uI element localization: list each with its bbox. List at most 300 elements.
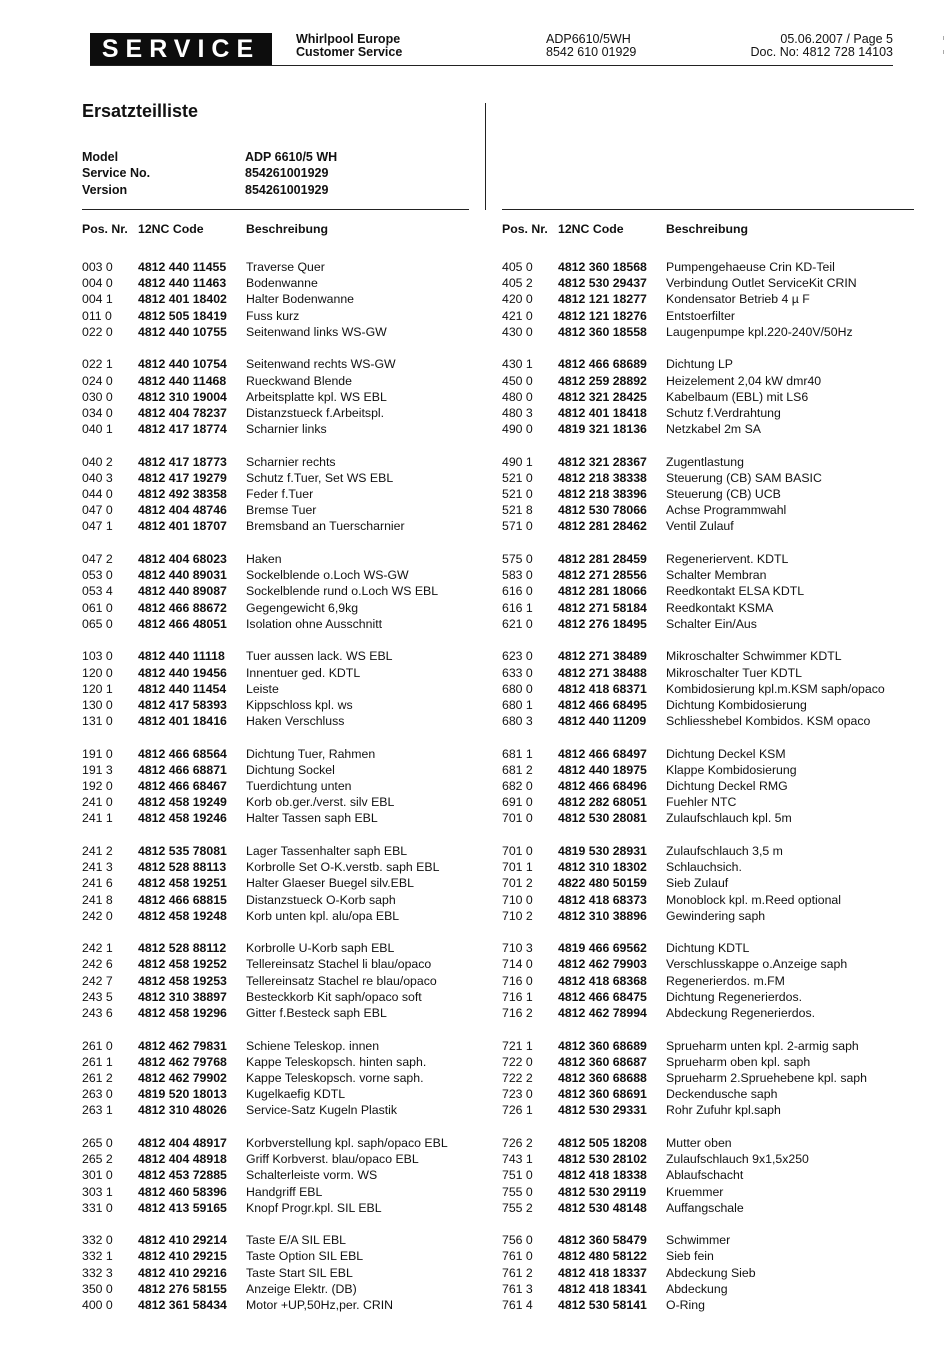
part-position: 053 4 xyxy=(82,584,113,599)
part-position: 755 0 xyxy=(502,1184,533,1199)
part-position: 061 0 xyxy=(82,600,113,615)
part-position: 241 6 xyxy=(82,876,113,891)
table-row xyxy=(502,518,922,534)
part-code: 4812 458 19249 xyxy=(138,795,227,810)
part-description: Kombidosierung kpl.m.KSM saph/opaco xyxy=(666,681,885,696)
table-row xyxy=(502,1167,922,1183)
part-code: 4812 462 79903 xyxy=(558,957,647,972)
meta-block xyxy=(82,149,337,198)
part-description: Schutz f.Tuer, Set WS EBL xyxy=(246,470,394,485)
table-row xyxy=(82,746,482,762)
col-pos-header: Pos. Nr. xyxy=(502,222,548,236)
part-position: 332 3 xyxy=(82,1265,113,1280)
table-row xyxy=(82,389,482,405)
part-code: 4812 458 19252 xyxy=(138,957,227,972)
part-code: 4812 404 48918 xyxy=(138,1152,227,1167)
part-description: Seitenwand rechts WS-GW xyxy=(246,357,396,372)
part-code: 4812 466 68496 xyxy=(558,779,647,794)
part-code: 4812 271 58184 xyxy=(558,600,647,615)
table-row xyxy=(82,1151,482,1167)
company-line2: Customer Service xyxy=(296,45,403,59)
part-code: 4812 462 79902 xyxy=(138,1071,227,1085)
company-line1: Whirlpool Europe xyxy=(296,32,401,46)
table-row xyxy=(82,405,482,421)
part-position: 761 0 xyxy=(502,1249,533,1264)
part-description: Schalterleiste vorm. WS xyxy=(246,1168,378,1183)
table-row xyxy=(502,1281,922,1297)
part-description: Sprueharm oben kpl. saph xyxy=(666,1054,811,1069)
margin-mark xyxy=(943,50,944,54)
part-description: Dichtung Deckel RMG xyxy=(666,779,788,794)
part-position: 040 3 xyxy=(82,470,113,485)
part-code: 4812 360 58479 xyxy=(558,1233,647,1248)
part-position: 400 0 xyxy=(82,1298,113,1313)
part-description: Kabelbaum (EBL) mit LS6 xyxy=(666,389,809,404)
part-description: Mikroschalter Tuer KDTL xyxy=(666,665,802,680)
part-description: Dichtung Regenerierdos. xyxy=(666,989,803,1004)
part-code: 4812 218 38338 xyxy=(558,470,647,485)
table-row xyxy=(82,989,482,1005)
table-row xyxy=(502,421,922,437)
col-code-header: 12NC Code xyxy=(558,222,624,236)
part-description: Dichtung Kombidosierung xyxy=(666,697,807,712)
part-code: 4812 410 29216 xyxy=(138,1265,227,1280)
table-row xyxy=(82,275,482,291)
meta-service-row xyxy=(82,165,337,181)
part-code: 4812 466 68564 xyxy=(138,746,227,761)
part-position: 030 0 xyxy=(82,389,113,404)
part-code: 4812 440 11455 xyxy=(138,260,227,274)
table-row xyxy=(82,1070,482,1086)
page-title: Ersatzteilliste xyxy=(82,101,199,121)
part-code: 4812 418 68373 xyxy=(558,892,647,907)
table-row xyxy=(82,1102,482,1118)
part-description: Sprueharm 2.Spruehebene kpl. saph xyxy=(666,1071,867,1085)
part-position: 621 0 xyxy=(502,616,533,631)
part-position: 242 7 xyxy=(82,973,113,988)
part-position: 261 2 xyxy=(82,1071,113,1085)
part-description: Abdeckung Regenerierdos. xyxy=(666,1006,816,1021)
header-divider xyxy=(90,65,893,66)
table-row xyxy=(502,551,922,567)
part-code: 4812 121 18277 xyxy=(558,292,647,307)
part-description: Leiste xyxy=(246,681,279,696)
table-row xyxy=(82,583,482,599)
part-description: Rueckwand Blende xyxy=(246,373,352,388)
part-description: Zulaufschlauch 9x1,5x250 xyxy=(666,1152,809,1167)
part-description: Seitenwand links WS-GW xyxy=(246,324,387,339)
part-code: 4812 360 68688 xyxy=(558,1071,647,1085)
table-row xyxy=(502,389,922,405)
part-description: Pumpengehaeuse Crin KD-Teil xyxy=(666,260,835,274)
table-row xyxy=(502,989,922,1005)
table-row xyxy=(502,665,922,681)
part-description: Rohr Zufuhr kpl.saph xyxy=(666,1103,781,1118)
table-row xyxy=(502,1070,922,1086)
part-code: 4812 535 78081 xyxy=(138,843,227,858)
part-description: Besteckkorb Kit saph/opaco soft xyxy=(246,989,422,1004)
part-description: Sockelblende rund o.Loch WS EBL xyxy=(246,584,439,599)
table-row xyxy=(502,1232,922,1248)
table-row xyxy=(502,1005,922,1021)
parts-group xyxy=(502,1232,922,1313)
part-position: 430 1 xyxy=(502,357,533,372)
part-code: 4812 440 11468 xyxy=(138,373,227,388)
part-code: 4812 310 19004 xyxy=(138,389,227,404)
doc-number: Doc. No: 4812 728 14103 xyxy=(750,45,893,59)
part-position: 450 0 xyxy=(502,373,533,388)
table-row xyxy=(82,308,482,324)
table-row xyxy=(82,1038,482,1054)
table-row xyxy=(82,356,482,372)
part-position: 761 3 xyxy=(502,1281,533,1296)
part-position: 721 1 xyxy=(502,1038,533,1053)
part-code: 4812 440 89031 xyxy=(138,568,227,583)
part-position: 120 0 xyxy=(82,665,113,680)
table-row xyxy=(82,697,482,713)
part-code: 4819 321 18136 xyxy=(558,422,647,437)
table-row xyxy=(502,1265,922,1281)
part-description: Kappe Teleskopsch. hinten saph. xyxy=(246,1054,427,1069)
part-description: Gegengewicht 6,9kg xyxy=(246,600,359,615)
part-position: 004 0 xyxy=(82,276,113,291)
table-row xyxy=(502,875,922,891)
part-description: Isolation ohne Ausschnitt xyxy=(246,616,383,631)
part-code: 4812 530 29437 xyxy=(558,276,647,291)
part-code: 4812 417 19279 xyxy=(138,470,227,485)
part-position: 681 2 xyxy=(502,762,533,777)
part-code: 4812 530 28081 xyxy=(558,811,647,826)
part-code: 4812 466 68497 xyxy=(558,746,647,761)
part-description: Sockelblende o.Loch WS-GW xyxy=(246,568,409,583)
part-code: 4812 466 68815 xyxy=(138,892,227,907)
table-row xyxy=(82,1167,482,1183)
part-position: 521 0 xyxy=(502,487,533,502)
part-code: 4812 466 68689 xyxy=(558,357,647,372)
part-position: 761 2 xyxy=(502,1265,533,1280)
part-position: 242 1 xyxy=(82,941,113,956)
part-position: 011 0 xyxy=(82,308,112,323)
part-position: 130 0 xyxy=(82,697,113,712)
part-position: 583 0 xyxy=(502,568,533,583)
part-code: 4812 360 18558 xyxy=(558,324,647,339)
part-position: 405 0 xyxy=(502,260,533,274)
table-row xyxy=(82,1135,482,1151)
part-position: 242 6 xyxy=(82,957,113,972)
part-code: 4812 440 10755 xyxy=(138,324,227,339)
part-description: Kippschloss kpl. ws xyxy=(246,697,353,712)
part-code: 4812 458 19246 xyxy=(138,811,227,826)
part-position: 726 1 xyxy=(502,1103,533,1118)
part-code: 4812 417 18774 xyxy=(138,422,227,437)
part-description: Dichtung Tuer, Rahmen xyxy=(246,746,376,761)
part-description: Knopf Progr.kpl. SIL EBL xyxy=(246,1200,382,1215)
part-description: Schwimmer xyxy=(666,1233,731,1248)
part-description: Haken xyxy=(246,551,282,566)
part-code: 4812 401 18416 xyxy=(138,714,227,729)
table-row xyxy=(82,648,482,664)
table-row xyxy=(82,600,482,616)
part-code: 4812 462 78994 xyxy=(558,1006,647,1021)
col-code-header: 12NC Code xyxy=(138,222,204,236)
part-code: 4812 361 58434 xyxy=(138,1298,227,1313)
part-position: 331 0 xyxy=(82,1200,113,1215)
part-description: Verschlusskappe o.Anzeige saph xyxy=(666,957,848,972)
service-label: SERVICE xyxy=(90,33,272,65)
part-code: 4812 505 18419 xyxy=(138,308,227,323)
part-code: 4812 310 18302 xyxy=(558,860,647,875)
part-position: 192 0 xyxy=(82,779,113,794)
part-code: 4812 417 18773 xyxy=(138,454,227,469)
part-position: 243 5 xyxy=(82,989,113,1004)
part-description: Regenerierdos. m.FM xyxy=(666,973,785,988)
part-code: 4812 530 78066 xyxy=(558,503,647,518)
part-description: Kruemmer xyxy=(666,1184,724,1199)
part-description: Zulaufschlauch kpl. 5m xyxy=(666,811,792,826)
left-rule xyxy=(82,209,469,210)
col-pos-header: Pos. Nr. xyxy=(82,222,128,236)
parts-group xyxy=(82,648,482,729)
part-description: Achse Programmwahl xyxy=(666,503,787,518)
part-position: 710 3 xyxy=(502,941,533,956)
part-position: 755 2 xyxy=(502,1200,533,1215)
meta-model-row xyxy=(82,149,337,165)
table-row xyxy=(82,859,482,875)
part-position: 714 0 xyxy=(502,957,533,972)
parts-group xyxy=(82,259,482,340)
part-code: 4812 360 68691 xyxy=(558,1087,647,1102)
part-code: 4812 440 11118 xyxy=(138,649,225,664)
table-row xyxy=(82,810,482,826)
part-description: Abdeckung xyxy=(666,1281,728,1296)
doc-info xyxy=(700,33,893,59)
part-description: Kugelkaefig KDTL xyxy=(246,1087,346,1102)
parts-group xyxy=(82,356,482,437)
part-description: Ablaufschacht xyxy=(666,1168,744,1183)
part-code: 4812 466 68871 xyxy=(138,762,227,777)
part-code: 4812 480 58122 xyxy=(558,1249,647,1264)
table-row xyxy=(82,1248,482,1264)
table-row xyxy=(502,470,922,486)
part-position: 710 2 xyxy=(502,908,533,923)
column-divider xyxy=(485,103,486,210)
part-description: Schlauchsich. xyxy=(666,860,742,875)
part-code: 4812 360 18568 xyxy=(558,260,647,274)
table-row xyxy=(82,794,482,810)
table-row xyxy=(502,616,922,632)
part-code: 4812 530 29119 xyxy=(558,1184,647,1199)
part-position: 701 0 xyxy=(502,811,533,826)
part-code: 4819 466 69562 xyxy=(558,941,647,956)
part-description: Innentuer ged. KDTL xyxy=(246,665,361,680)
table-row xyxy=(82,259,482,275)
part-description: Halter Tassen saph EBL xyxy=(246,811,378,826)
parts-group xyxy=(82,551,482,632)
company-info xyxy=(296,33,402,59)
part-description: Haken Verschluss xyxy=(246,714,345,729)
part-code: 4812 440 11209 xyxy=(558,714,647,729)
part-position: 480 0 xyxy=(502,389,533,404)
part-description: Traverse Quer xyxy=(246,260,325,274)
part-code: 4812 276 58155 xyxy=(138,1281,227,1296)
parts-group xyxy=(82,454,482,535)
table-row xyxy=(502,600,922,616)
part-description: Deckendusche saph xyxy=(666,1087,778,1102)
col-desc-header: Beschreibung xyxy=(666,222,748,236)
parts-group xyxy=(502,843,922,924)
part-description: Zulaufschlauch 3,5 m xyxy=(666,843,783,858)
part-description: Mikroschalter Schwimmer KDTL xyxy=(666,649,842,664)
part-position: 191 3 xyxy=(82,762,113,777)
part-position: 521 0 xyxy=(502,470,533,485)
part-description: Sieb Zulauf xyxy=(666,876,729,891)
part-description: Gitter f.Besteck saph EBL xyxy=(246,1006,387,1021)
part-description: Tellereinsatz Stachel re blau/opaco xyxy=(246,973,437,988)
part-position: 265 2 xyxy=(82,1152,113,1167)
meta-service-value: 854261001929 xyxy=(245,166,329,181)
part-code: 4812 528 88113 xyxy=(138,860,227,875)
part-position: 040 1 xyxy=(82,422,113,437)
part-code: 4812 458 19253 xyxy=(138,973,227,988)
part-position: 047 0 xyxy=(82,503,113,518)
part-description: Distanzstueck f.Arbeitspl. xyxy=(246,405,385,420)
part-position: 120 1 xyxy=(82,681,113,696)
part-code: 4812 404 48917 xyxy=(138,1135,227,1150)
part-code: 4812 418 18337 xyxy=(558,1265,647,1280)
part-position: 616 0 xyxy=(502,584,533,599)
part-code: 4812 282 68051 xyxy=(558,795,647,810)
table-row xyxy=(502,275,922,291)
part-code: 4812 462 79768 xyxy=(138,1054,227,1069)
part-description: Distanzstueck O-Korb saph xyxy=(246,892,396,907)
table-row xyxy=(82,843,482,859)
part-description: Zugentlastung xyxy=(666,454,744,469)
table-row xyxy=(82,956,482,972)
part-description: Ventil Zulauf xyxy=(666,519,734,534)
part-description: Scharnier links xyxy=(246,422,327,437)
part-code: 4812 440 19456 xyxy=(138,665,227,680)
part-description: Arbeitsplatte kpl. WS EBL xyxy=(246,389,387,404)
part-position: 131 0 xyxy=(82,714,113,729)
parts-group xyxy=(502,454,922,535)
model-line1: ADP6610/5WH xyxy=(546,32,631,46)
part-code: 4812 418 18338 xyxy=(558,1168,647,1183)
part-code: 4812 401 18707 xyxy=(138,519,227,534)
table-row xyxy=(82,454,482,470)
part-position: 681 1 xyxy=(502,746,533,761)
table-row xyxy=(82,1054,482,1070)
parts-table-left xyxy=(82,221,482,1330)
part-position: 701 0 xyxy=(502,843,533,858)
part-description: Abdeckung Sieb xyxy=(666,1265,756,1280)
part-code: 4812 401 18418 xyxy=(558,405,647,420)
meta-model-label: Model xyxy=(82,150,119,164)
part-position: 691 0 xyxy=(502,795,533,810)
part-position: 332 1 xyxy=(82,1249,113,1264)
part-description: Halter Bodenwanne xyxy=(246,292,355,307)
part-position: 421 0 xyxy=(502,308,533,323)
part-description: Klappe Kombidosierung xyxy=(666,762,797,777)
part-code: 4812 440 89087 xyxy=(138,584,227,599)
table-row xyxy=(82,892,482,908)
table-row xyxy=(82,518,482,534)
part-position: 680 0 xyxy=(502,681,533,696)
part-code: 4812 281 18066 xyxy=(558,584,647,599)
part-code: 4812 413 59165 xyxy=(138,1200,227,1215)
part-description: Dichtung Sockel xyxy=(246,762,335,777)
part-description: Schutz f.Verdrahtung xyxy=(666,405,781,420)
part-position: 303 1 xyxy=(82,1184,113,1199)
parts-group xyxy=(502,551,922,632)
part-code: 4812 440 18975 xyxy=(558,762,647,777)
part-description: Tellereinsatz Stachel li blau/opaco xyxy=(246,957,432,972)
part-code: 4822 480 50159 xyxy=(558,876,647,891)
part-position: 003 0 xyxy=(82,260,113,274)
part-code: 4812 418 18341 xyxy=(558,1281,647,1296)
part-position: 490 0 xyxy=(502,422,533,437)
part-code: 4812 417 58393 xyxy=(138,697,227,712)
part-code: 4812 404 78237 xyxy=(138,405,227,420)
part-position: 701 2 xyxy=(502,876,533,891)
part-code: 4812 360 68687 xyxy=(558,1054,647,1069)
part-description: Steuerung (CB) SAM BASIC xyxy=(666,470,822,485)
part-description: Reedkontakt KSMA xyxy=(666,600,774,615)
part-position: 521 8 xyxy=(502,503,533,518)
table-header-right xyxy=(502,221,922,237)
part-position: 065 0 xyxy=(82,616,113,631)
parts-group xyxy=(82,746,482,827)
part-code: 4812 462 79831 xyxy=(138,1038,227,1053)
part-position: 716 0 xyxy=(502,973,533,988)
table-row xyxy=(502,324,922,340)
table-row xyxy=(502,681,922,697)
part-description: Taste Start SIL EBL xyxy=(246,1265,353,1280)
part-position: 022 0 xyxy=(82,324,113,339)
part-code: 4812 418 68371 xyxy=(558,681,647,696)
part-description: Korbrolle U-Korb saph EBL xyxy=(246,941,395,956)
part-code: 4812 466 48051 xyxy=(138,616,227,631)
part-description: Dichtung KDTL xyxy=(666,941,750,956)
part-code: 4812 440 10754 xyxy=(138,357,227,372)
part-position: 616 1 xyxy=(502,600,533,615)
table-row xyxy=(82,1200,482,1216)
part-position: 490 1 xyxy=(502,454,533,469)
parts-group xyxy=(502,1135,922,1216)
part-description: Anzeige Elektr. (DB) xyxy=(246,1281,357,1296)
part-code: 4812 458 19251 xyxy=(138,876,227,891)
part-position: 034 0 xyxy=(82,405,113,420)
table-row xyxy=(82,470,482,486)
table-row xyxy=(502,1151,922,1167)
part-position: 242 0 xyxy=(82,908,113,923)
table-row xyxy=(82,421,482,437)
table-row xyxy=(82,616,482,632)
part-position: 633 0 xyxy=(502,665,533,680)
part-description: Steuerung (CB) UCB xyxy=(666,487,781,502)
part-description: Heizelement 2,04 kW dmr40 xyxy=(666,373,822,388)
table-header-left xyxy=(82,221,482,237)
part-code: 4812 460 58396 xyxy=(138,1184,227,1199)
part-position: 261 0 xyxy=(82,1038,113,1053)
right-rule xyxy=(502,209,914,210)
parts-group xyxy=(502,648,922,729)
table-row xyxy=(82,1005,482,1021)
part-description: Dichtung LP xyxy=(666,357,733,372)
part-description: Service-Satz Kugeln Plastik xyxy=(246,1103,398,1118)
part-position: 047 1 xyxy=(82,519,113,534)
part-position: 723 0 xyxy=(502,1087,533,1102)
part-code: 4812 505 18208 xyxy=(558,1135,647,1150)
